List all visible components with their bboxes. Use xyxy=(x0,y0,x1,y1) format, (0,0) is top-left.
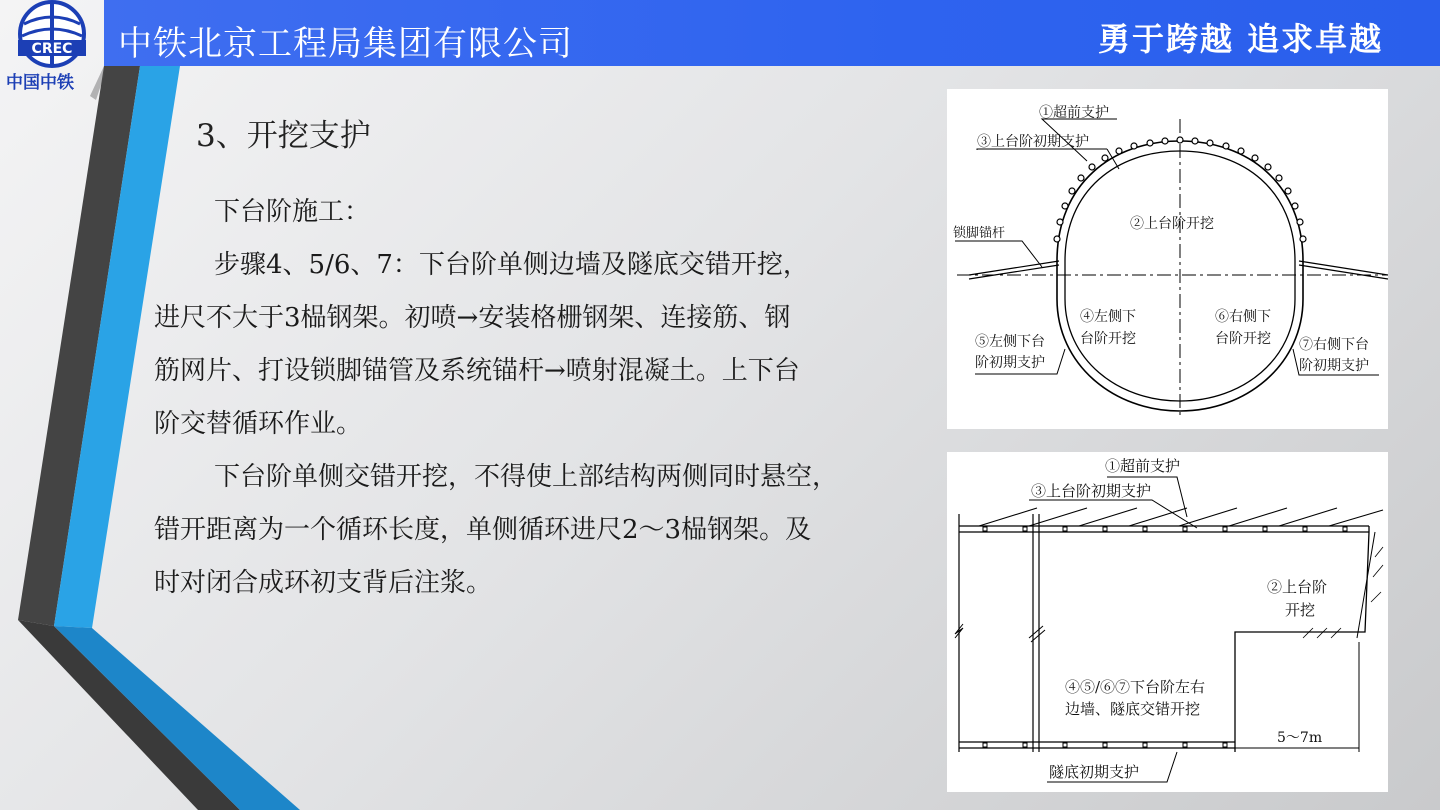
label-lower-excavation: 边墙、隧底交错开挖 xyxy=(1065,700,1201,718)
label-advance-support: ①超前支护 xyxy=(1039,105,1109,121)
label-left-lower-excavation: ④左侧下 xyxy=(1080,309,1136,325)
label-lower-excavation: ④⑤/⑥⑦下台阶左右 xyxy=(1065,678,1206,696)
logo-mark-text: CREC xyxy=(31,41,73,57)
label-left-lower-support: 阶初期支护 xyxy=(975,355,1045,371)
label-upper-excavation: ②上台阶 xyxy=(1267,578,1328,596)
paragraph2-line: 下台阶单侧交错开挖，不得使上部结构两侧同时悬空， xyxy=(214,462,839,492)
label-right-lower-support: ⑦右侧下台 xyxy=(1299,337,1369,353)
label-upper-initial-support: ③上台阶初期支护 xyxy=(977,134,1089,150)
section-title: 3、开挖支护 xyxy=(196,118,371,154)
label-invert-support: 隧底初期支护 xyxy=(1049,763,1140,781)
label-left-lower-support: ⑤左侧下台 xyxy=(975,334,1045,350)
label-right-lower-excavation: 台阶开挖 xyxy=(1215,331,1271,347)
logo-caption: 中国中铁 xyxy=(6,73,74,93)
label-distance: 5～7m xyxy=(1277,730,1323,746)
paragraph1-line: 步骤4、5/6、7：下台阶单侧边墙及隧底交错开挖， xyxy=(214,250,809,280)
slogan: 勇于跨越 追求卓越 xyxy=(1098,20,1384,58)
label-left-lower-excavation: 台阶开挖 xyxy=(1080,331,1136,347)
subheading: 下台阶施工： xyxy=(214,197,371,227)
paragraph1-line: 进尺不大于3榀钢架。初喷→安装格栅钢架、连接筋、钢 xyxy=(154,303,791,333)
label-right-lower-support: 阶初期支护 xyxy=(1299,358,1369,374)
label-advance-support: ①超前支护 xyxy=(1105,457,1181,475)
body-text-block xyxy=(154,186,934,610)
label-upper-initial-support: ③上台阶初期支护 xyxy=(1031,482,1152,500)
paragraph1-line: 阶交替循环作业。 xyxy=(154,409,363,439)
label-right-lower-excavation: ⑥右侧下 xyxy=(1215,309,1271,325)
company-name: 中铁北京工程局集团有限公司 xyxy=(118,24,573,64)
paragraph2-line: 错开距离为一个循环长度，单侧循环进尺2～3榀钢架。及 xyxy=(154,515,812,545)
paragraph1-line: 筋网片、打设锁脚锚管及系统锚杆→喷射混凝土。上下台 xyxy=(154,356,800,386)
label-upper-excavation: 开挖 xyxy=(1285,601,1316,619)
label-upper-excavation: ②上台阶开挖 xyxy=(1130,216,1214,232)
longitudinal-section-diagram xyxy=(947,452,1388,792)
cross-section-diagram xyxy=(947,89,1388,429)
label-lock-anchor: 锁脚锚杆 xyxy=(953,226,1006,241)
paragraph2-line: 时对闭合成环初支背后注浆。 xyxy=(154,568,493,598)
